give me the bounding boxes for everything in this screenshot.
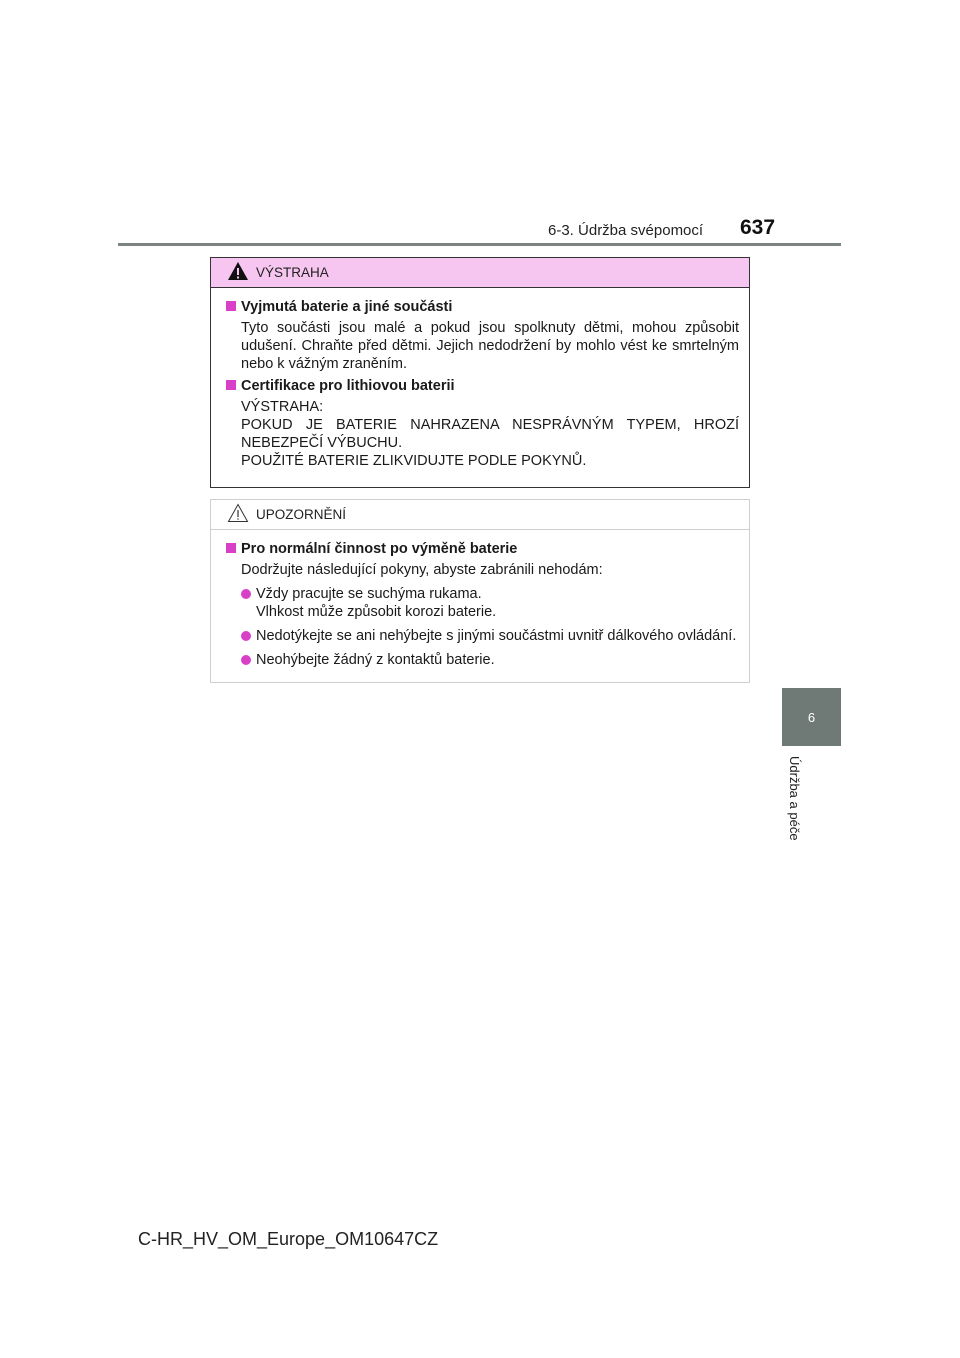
square-bullet-icon	[226, 380, 236, 390]
warning-body	[211, 288, 749, 470]
caution-body	[211, 530, 749, 669]
list-item: Vždy pracujte se suchýma rukama. Vlhkost může způsobit korozi baterie.	[226, 585, 739, 621]
round-bullet-icon	[241, 631, 251, 641]
chapter-title: Údržba a péče	[787, 756, 802, 841]
warning-item-title: Vyjmutá baterie a jiné součásti	[226, 298, 739, 316]
caution-title: Pro normální činnost po výměně baterie	[226, 540, 739, 558]
chapter-label	[787, 756, 803, 856]
caution-intro: Dodržujte následující pokyny, abyste zabránili nehodám:	[241, 562, 603, 578]
section-title: 6-3. Údržba svépomocí	[548, 222, 704, 239]
square-bullet-icon	[226, 543, 236, 553]
header-rule	[118, 243, 841, 246]
page-number: 637	[740, 216, 776, 239]
warning-label: VÝSTRAHA	[256, 265, 329, 280]
warning-item-line: POUŽITÉ BATERIE ZLIKVIDUJTE PODLE POKYNŮ.	[241, 453, 587, 469]
caution-outline-icon	[227, 503, 249, 523]
list-item: Nedotýkejte se ani nehýbejte s jinými součástmi uvnitř dálkového ovládání.	[226, 627, 739, 645]
chapter-tab[interactable]	[782, 688, 841, 746]
warning-item-text: Tyto součásti jsou malé a pokud jsou spolknuty dětmi, mohou způsobit udušení. Chraňte před dětmi. Jejich nedodržení by mohlo vést ke smrtelným nebo k vážným zraněním.	[241, 320, 739, 372]
warning-item-title: Certifikace pro lithiovou baterii	[226, 377, 739, 395]
warning-filled-icon	[227, 261, 249, 281]
document-code: C-HR_HV_OM_Europe_OM10647CZ	[138, 1229, 439, 1249]
round-bullet-icon	[241, 655, 251, 665]
list-item: Neohýbejte žádný z kontaktů baterie.	[226, 651, 739, 669]
caution-header	[211, 500, 749, 530]
square-bullet-icon	[226, 301, 236, 311]
caution-box	[210, 499, 750, 683]
warning-item-line: VÝSTRAHA:	[241, 399, 324, 415]
warning-box	[210, 257, 750, 488]
round-bullet-icon	[241, 589, 251, 599]
warning-item-line: POKUD JE BATERIE NAHRAZENA NESPRÁVNÝM TYPEM, HROZÍ NEBEZPEČÍ VÝBUCHU.	[241, 417, 739, 451]
warning-header	[211, 258, 749, 288]
chapter-number: 6	[807, 709, 816, 725]
caution-label: UPOZORNĚNÍ	[256, 507, 347, 522]
